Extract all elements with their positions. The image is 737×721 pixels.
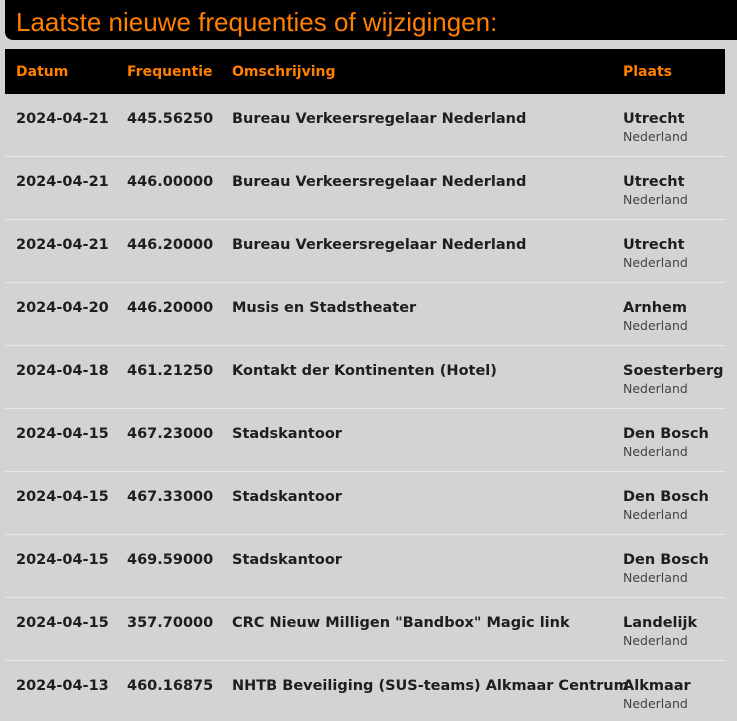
place-city: Soesterberg — [623, 363, 724, 379]
place-cell — [623, 552, 709, 587]
frequency-cell: 467.33000 — [127, 489, 214, 505]
place-cell — [623, 111, 688, 146]
description-cell: Kontakt der Kontinenten (Hotel) — [232, 363, 497, 379]
place-city: Den Bosch — [623, 426, 709, 442]
description-cell: Stadskantoor — [232, 552, 342, 568]
column-header-date[interactable]: Datum — [16, 64, 69, 80]
table-row[interactable] — [5, 283, 725, 346]
table-header — [5, 49, 725, 94]
place-cell — [623, 489, 709, 524]
date-cell: 2024-04-18 — [16, 363, 109, 379]
frequency-cell: 446.20000 — [127, 300, 214, 316]
place-cell — [623, 615, 697, 650]
table-row[interactable] — [5, 94, 725, 157]
place-cell — [623, 237, 688, 272]
place-country: Nederland — [623, 507, 688, 522]
frequency-cell: 357.70000 — [127, 615, 214, 631]
description-cell: NHTB Beveiliging (SUS-teams) Alkmaar Centrum — [232, 678, 629, 694]
description-cell: CRC Nieuw Milligen "Bandbox" Magic link — [232, 615, 570, 631]
description-cell: Stadskantoor — [232, 489, 342, 505]
date-cell: 2024-04-21 — [16, 111, 109, 127]
column-header-frequency[interactable]: Frequentie — [127, 64, 213, 80]
date-cell: 2024-04-13 — [16, 678, 109, 694]
place-city: Arnhem — [623, 300, 687, 316]
title-bar — [5, 0, 737, 40]
date-cell: 2024-04-21 — [16, 237, 109, 253]
table-row[interactable] — [5, 409, 725, 472]
place-country: Nederland — [623, 318, 688, 333]
frequency-table — [5, 49, 725, 721]
table-row[interactable] — [5, 220, 725, 283]
place-city: Utrecht — [623, 111, 685, 127]
table-row[interactable] — [5, 598, 725, 661]
place-country: Nederland — [623, 129, 688, 144]
column-header-description[interactable]: Omschrijving — [232, 64, 336, 80]
place-country: Nederland — [623, 696, 688, 711]
description-cell: Stadskantoor — [232, 426, 342, 442]
description-cell: Bureau Verkeersregelaar Nederland — [232, 237, 527, 253]
description-cell: Musis en Stadstheater — [232, 300, 417, 316]
description-cell: Bureau Verkeersregelaar Nederland — [232, 174, 527, 190]
place-country: Nederland — [623, 255, 688, 270]
place-country: Nederland — [623, 570, 688, 585]
frequency-cell: 469.59000 — [127, 552, 214, 568]
place-cell — [623, 174, 688, 209]
date-cell: 2024-04-21 — [16, 174, 109, 190]
date-cell: 2024-04-15 — [16, 426, 109, 442]
place-city: Utrecht — [623, 237, 685, 253]
description-cell: Bureau Verkeersregelaar Nederland — [232, 111, 527, 127]
table-row[interactable] — [5, 535, 725, 598]
place-city: Den Bosch — [623, 552, 709, 568]
place-cell — [623, 363, 724, 398]
column-header-place[interactable]: Plaats — [623, 64, 672, 80]
page-title: Laatste nieuwe frequenties of wijzigingen: — [16, 7, 498, 37]
place-city: Utrecht — [623, 174, 685, 190]
place-country: Nederland — [623, 192, 688, 207]
frequency-cell: 446.20000 — [127, 237, 214, 253]
table-row[interactable] — [5, 346, 725, 409]
frequency-cell: 446.00000 — [127, 174, 214, 190]
place-country: Nederland — [623, 381, 688, 396]
place-cell — [623, 426, 709, 461]
place-cell — [623, 678, 691, 713]
place-city: Den Bosch — [623, 489, 709, 505]
frequency-cell: 461.21250 — [127, 363, 214, 379]
place-country: Nederland — [623, 444, 688, 459]
frequency-cell: 445.56250 — [127, 111, 214, 127]
frequency-cell: 467.23000 — [127, 426, 214, 442]
place-city: Landelijk — [623, 615, 698, 631]
table-row[interactable] — [5, 661, 725, 721]
place-cell — [623, 300, 688, 335]
date-cell: 2024-04-15 — [16, 615, 109, 631]
table-row[interactable] — [5, 157, 725, 220]
date-cell: 2024-04-15 — [16, 489, 109, 505]
date-cell: 2024-04-15 — [16, 552, 109, 568]
place-city: Alkmaar — [623, 678, 691, 694]
date-cell: 2024-04-20 — [16, 300, 109, 316]
table-row[interactable] — [5, 472, 725, 535]
place-country: Nederland — [623, 633, 688, 648]
frequency-cell: 460.16875 — [127, 678, 214, 694]
